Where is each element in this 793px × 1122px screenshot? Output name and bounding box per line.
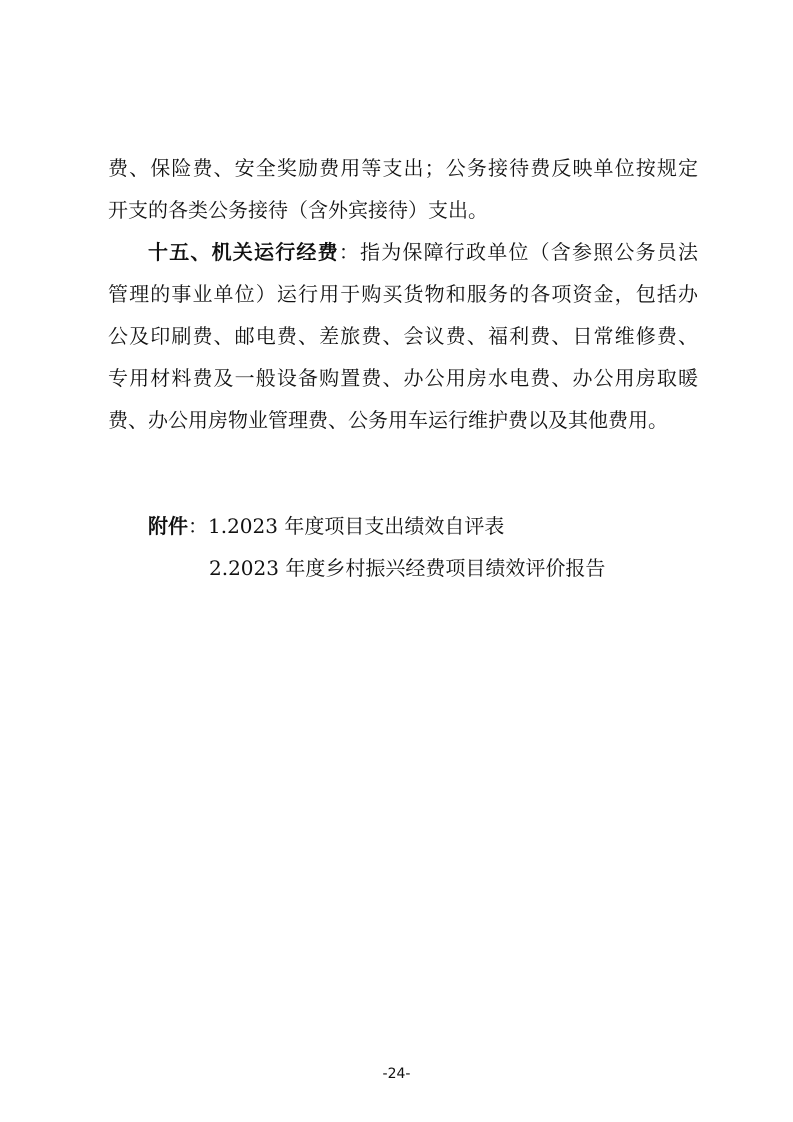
paragraph-2-line-1 <box>148 238 698 266</box>
attachments-colon: ： <box>188 514 208 538</box>
paragraph-1-line-2: 开支的各类公务接待（含外宾接待）支出。 <box>108 198 488 222</box>
attachment-item-2: 2.2023 年度乡村振兴经费项目绩效评价报告 <box>209 556 606 580</box>
paragraph-2-line-4: 专用材料费及一般设备购置费、办公用房水电费、办公用房取暖 <box>108 366 698 390</box>
paragraph-2-line-2: 管理的事业单位）运行用于购买货物和服务的各项资金，包括办 <box>108 282 698 306</box>
attachments-label: 附件 <box>148 514 188 538</box>
paragraph-2-line-5: 费、办公用房物业管理费、公务用车运行维护费以及其他费用。 <box>108 408 668 432</box>
attachments-line-1 <box>148 512 504 540</box>
paragraph-1-line-1: 费、保险费、安全奖励费用等支出；公务接待费反映单位按规定 <box>108 156 698 180</box>
paragraph-2-line-1-text: ：指为保障行政单位（含参照公务员法 <box>338 240 699 264</box>
attachment-item-1: 1.2023 年度项目支出绩效自评表 <box>208 514 505 538</box>
section-heading: 十五、机关运行经费 <box>148 240 339 264</box>
paragraph-2-line-3: 公及印刷费、邮电费、差旅费、会议费、福利费、日常维修费、 <box>108 324 698 348</box>
page-number: -24- <box>382 1066 411 1082</box>
